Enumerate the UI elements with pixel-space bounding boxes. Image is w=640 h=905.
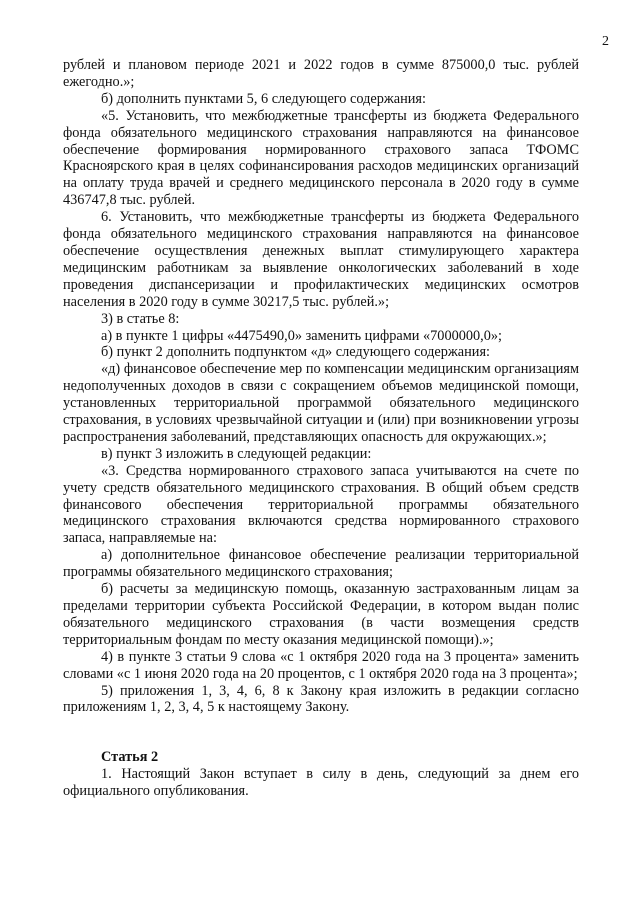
paragraph: 4) в пункте 3 статьи 9 слова «с 1 октября 2020 года на 3 процента» заменить словами «с 1 июня 2020 года на 20 процентов, с 1 октября 2020 года на 3 процента»; [63, 648, 579, 682]
paragraph: «5. Установить, что межбюджетные трансферты из бюджета Федерального фонда обязательного медицинского страхования направляются на финансовое обеспечение формирования нормированного страхового запаса ТФОМС Красноярского края в целях софинансирования расходов медицинских организаций на оплату труда врачей и среднего медицинского персонала в 2020 году в сумме 436747,8 тыс. рублей. [63, 107, 579, 209]
page-number: 2 [602, 34, 609, 49]
paragraph: б) дополнить пунктами 5, 6 следующего содержания: [101, 90, 426, 107]
paragraph: а) в пункте 1 цифры «4475490,0» заменить цифрами «7000000,0»; [101, 327, 503, 344]
paragraphs-after [63, 766, 579, 800]
paragraphs-before [63, 57, 579, 716]
paragraph: «д) финансовое обеспечение мер по компенсации медицинским организациям недополученных доходов в связи с сокращением объемов медицинской помощи, установленных территориальной программой обязательного медицинского страхования, в условиях чрезвычайной ситуации и (или) при возникновении угрозы распространения заболеваний, представляющих опасность для окружающих.»; [63, 361, 579, 445]
paragraph: 6. Установить, что межбюджетные трансферты из бюджета Федерального фонда обязательного медицинского страхования направляются на финансовое обеспечение осуществления денежных выплат стимулирующего характера медицинским работникам за выявление онкологических заболеваний в ходе проведения диспансеризации и профилактических медицинских осмотров населения в 2020 году в сумме 30217,5 тыс. рублей.»; [63, 209, 579, 310]
article-heading: Статья 2 [101, 749, 159, 766]
paragraph: рублей и плановом периоде 2021 и 2022 годов в сумме 875000,0 тыс. рублей ежегодно.»; [63, 57, 579, 90]
paragraph: б) пункт 2 дополнить подпунктом «д» следующего содержания: [101, 344, 490, 361]
paragraph: 3) в статье 8: [101, 310, 180, 327]
document-body [63, 57, 579, 800]
paragraph: в) пункт 3 изложить в следующей редакции: [101, 445, 372, 462]
paragraph: б) расчеты за медицинскую помощь, оказанную застрахованным лицам за пределами территории субъекта Российской Федерации, в котором выдан полис обязательного медицинского страхования (в части возмещения средств территориальным фондам по месту оказания медицинской помощи).»; [63, 581, 579, 648]
paragraph: «3. Средства нормированного страхового запаса учитываются на счете по учету средств обязательного медицинского страхования. В общий объем средств финансового обеспечения территориальной программы обязательного медицинского страхования включаются средства нормированного страхового запаса, направляемые на: [63, 462, 579, 547]
paragraph: 1. Настоящий Закон вступает в силу в день, следующий за днем его официального опубликования. [63, 766, 579, 800]
paragraph: 5) приложения 1, 3, 4, 6, 8 к Закону края изложить в редакции согласно приложениям 1, 2, 3, 4, 5 к настоящему Закону. [63, 682, 579, 716]
paragraph: а) дополнительное финансовое обеспечение реализации территориальной программы обязательного медицинского страхования; [63, 547, 579, 581]
